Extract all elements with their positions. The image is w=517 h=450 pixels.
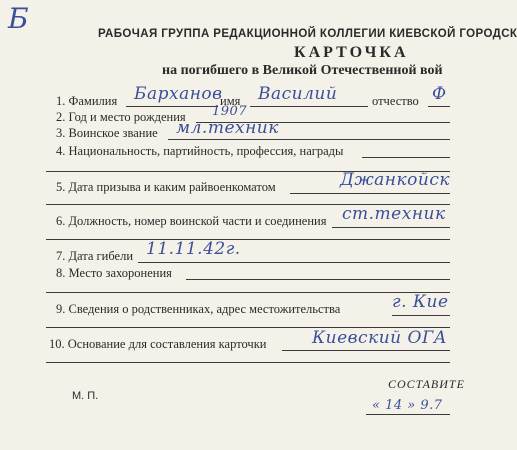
row-9	[56, 302, 340, 317]
row-number: 4.	[56, 144, 66, 158]
row-label: Место захоронения	[68, 266, 172, 280]
row-label: Дата гибели	[68, 249, 134, 263]
patronymic-value: Ф	[432, 84, 447, 104]
row-3	[56, 126, 158, 141]
death-date-value: 11.11.42г.	[146, 239, 241, 259]
row-label: Дата призыва и каким райвоенкоматом	[68, 180, 276, 194]
rank-value: мл.техник	[176, 118, 279, 138]
row-6	[56, 214, 326, 229]
row-label: Фамилия	[68, 94, 118, 108]
row-number: 3.	[56, 126, 66, 140]
row-label: Год и место рождения	[68, 110, 186, 124]
row-number: 9.	[56, 302, 66, 316]
position-value: ст.техник	[342, 204, 446, 224]
row-number: 5.	[56, 180, 66, 194]
birth-value: 1907	[212, 104, 248, 119]
compiled-date: « 14 » 9.7	[372, 398, 443, 413]
row-number: 7.	[56, 249, 66, 263]
row-1	[56, 94, 117, 109]
patronymic-label: отчество	[372, 94, 419, 108]
row-10	[49, 337, 266, 352]
corner-mark: Б	[8, 2, 30, 35]
row-number: 2.	[56, 110, 66, 124]
row-2	[56, 110, 186, 125]
surname-value: Барханов	[134, 84, 223, 104]
row-label: Должность, номер воинской части и соединения	[68, 214, 327, 228]
row-label: Воинское звание	[68, 126, 158, 140]
org-header: РАБОЧАЯ ГРУППА РЕДАКЦИОННОЙ КОЛЛЕГИИ КИЕВСКОЙ ГОРОДСК	[98, 28, 517, 40]
row-number: 1.	[56, 94, 66, 108]
row-label: Основание для составления карточки	[67, 337, 267, 351]
row-8	[56, 266, 172, 281]
name-label: имя	[220, 94, 241, 108]
row-number: 6.	[56, 214, 66, 228]
card-subtitle: на погибшего в Великой Отечественной вой	[162, 63, 443, 78]
row-7	[56, 249, 133, 264]
relatives-value: г. Кие	[392, 292, 449, 312]
name-value: Василий	[258, 84, 338, 104]
card-title: КАРТОЧКА	[294, 44, 409, 61]
conscription-value: Джанкойск	[340, 170, 450, 190]
row-4	[56, 144, 343, 159]
row-number: 8.	[56, 266, 66, 280]
stamp-place: М. П.	[72, 390, 99, 402]
row-number: 10.	[49, 337, 65, 351]
row-label: Национальность, партийность, профессия, награды	[68, 144, 344, 158]
basis-value: Киевский ОГА	[312, 328, 448, 348]
compiled-label: СОСТАВИТЕ	[388, 377, 465, 391]
row-5	[56, 180, 276, 195]
row-label: Сведения о родственниках, адрес местожительства	[68, 302, 341, 316]
